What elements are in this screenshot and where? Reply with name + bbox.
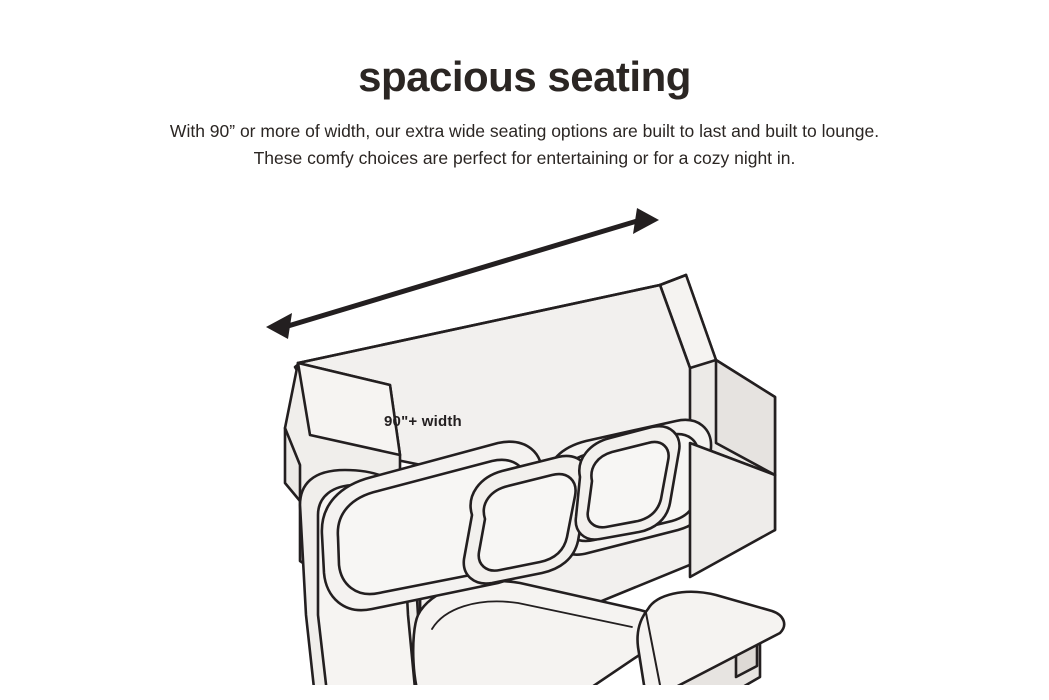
sofa-body [285, 275, 784, 685]
dimension-label: 90"+ width [384, 413, 462, 430]
subcopy-line-2: These comfy choices are perfect for entertaining or for a cozy night in. [253, 148, 796, 169]
page-title: spacious seating [358, 53, 691, 100]
subcopy-line-1: With 90” or more of width, our extra wide seating options are built to last and built to lounge. [169, 121, 880, 141]
sofa-illustration [0, 185, 1049, 685]
page-subcopy [0, 118, 1049, 172]
sofa-line-drawing-svg [0, 185, 1049, 685]
